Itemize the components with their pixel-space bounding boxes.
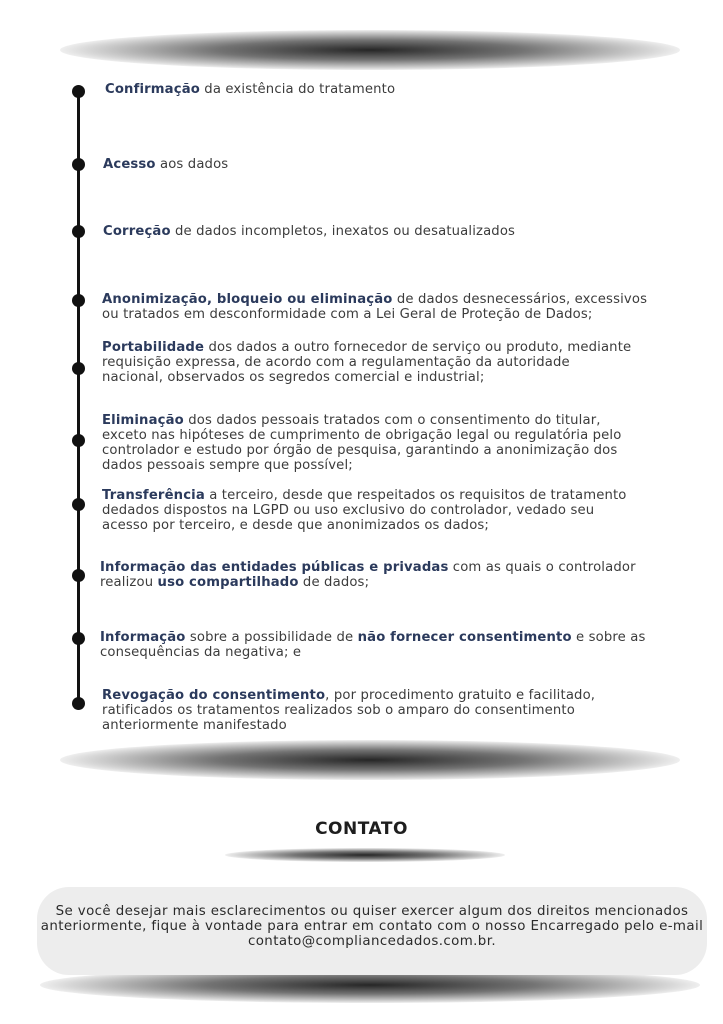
contact-title: CONTATO — [315, 819, 408, 839]
timeline-line — [77, 90, 80, 705]
right-item-information-entities — [100, 560, 636, 590]
item-text: de dados; — [298, 575, 370, 590]
item-text: a terceiro, desde que respeitados os requisitos de tratamento dedados dispostos na LGPD ou uso exclusivo do controlador, vedado seu acesso por terceiro, e desde que anonimizados os dados; — [102, 488, 627, 533]
item-text: e sobre as consequências da negativa; e — [100, 630, 646, 660]
timeline-dot — [72, 294, 85, 307]
contact-title-underline — [225, 848, 505, 862]
bottom-shadow-divider — [60, 740, 680, 780]
item-text: com as quais o controlador realizou — [100, 560, 636, 590]
item-highlight: Transferência — [102, 488, 205, 503]
right-item-correction — [103, 224, 515, 239]
item-highlight: Acesso — [103, 157, 156, 172]
timeline-dot — [72, 498, 85, 511]
item-highlight: Portabilidade — [102, 340, 205, 355]
item-highlight: Eliminação — [102, 413, 184, 428]
right-item-access — [103, 157, 228, 172]
timeline-dot — [72, 362, 85, 375]
item-text: , por procedimento gratuito e facilitado, ratificados os tratamentos realizados sob o amparo do consentimento anteriormente manifestado — [102, 688, 596, 733]
right-item-portability — [102, 340, 631, 385]
item-text: de dados desnecessários, excessivos ou tratados em desconformidade com a Lei Geral de Proteção de Dados; — [102, 292, 648, 322]
item-highlight: Informação das entidades públicas e privadas — [100, 560, 449, 575]
timeline-dot — [72, 85, 85, 98]
item-text: dos dados pessoais tratados com o consentimento do titular, exceto nas hipóteses de cumprimento de obrigação legal ou regulatória pelo controlador e estudo por órgão de pesquisa, garantindo a anonimização dos dados pessoais sempre que possível; — [102, 413, 622, 473]
item-highlight: não fornecer consentimento — [357, 630, 572, 645]
item-text: sobre a possibilidade de — [185, 630, 358, 645]
timeline-dot — [72, 158, 85, 171]
timeline-dot — [72, 569, 85, 582]
item-highlight: Confirmação — [105, 82, 200, 97]
item-text: da existência do tratamento — [199, 82, 396, 97]
item-text: aos dados — [155, 157, 229, 172]
timeline-dot — [72, 632, 85, 645]
right-item-information-consent — [100, 630, 646, 660]
item-highlight: Revogação do consentimento — [102, 688, 326, 703]
right-item-elimination — [102, 413, 621, 473]
item-highlight: uso compartilhado — [157, 575, 299, 590]
item-text: dos dados a outro fornecedor de serviço ou produto, mediante requisição expressa, de acordo com a regulamentação da autoridade nacional, observados os segredos comercial e industrial; — [102, 340, 632, 385]
timeline-dot — [72, 434, 85, 447]
contact-text: Se você desejar mais esclarecimentos ou quiser exercer algum dos direitos mencionados anteriormente, fique à vontade para entrar em contato com o nosso Encarregado pelo e-mail contato@compliancedados.com.br. — [40, 904, 704, 949]
right-item-anonymization — [102, 292, 647, 322]
timeline-dot — [72, 225, 85, 238]
right-item-confirmation — [105, 82, 395, 97]
item-highlight: Correção — [103, 224, 171, 239]
top-shadow-divider — [60, 30, 680, 70]
timeline-dot — [72, 697, 85, 710]
item-text: de dados incompletos, inexatos ou desatualizados — [170, 224, 516, 239]
item-highlight: Anonimização, bloqueio ou eliminação — [102, 292, 393, 307]
item-highlight: Informação — [100, 630, 186, 645]
right-item-transfer — [102, 488, 627, 533]
right-item-revocation — [102, 688, 595, 733]
